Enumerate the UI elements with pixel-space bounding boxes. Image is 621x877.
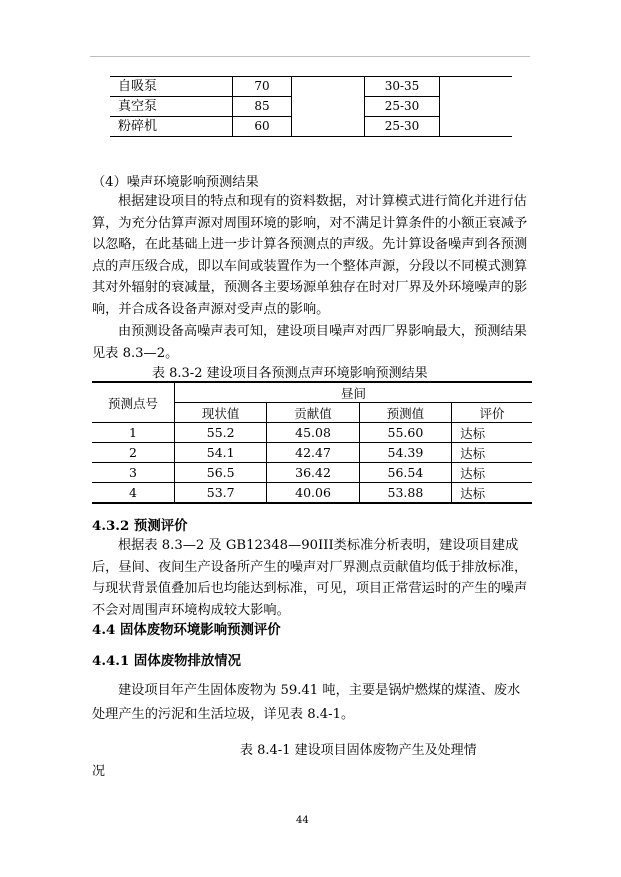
table-row — [92, 443, 532, 463]
cell: 3 — [92, 463, 175, 483]
paragraph — [92, 535, 532, 621]
cell: 40.06 — [267, 483, 359, 504]
table-row — [92, 463, 532, 483]
cell: 54.1 — [175, 443, 267, 463]
cell: 56.5 — [175, 463, 267, 483]
cell: 45.08 — [267, 423, 359, 443]
section-heading: （4）噪声环境影响预测结果 — [92, 175, 259, 190]
cell: 55.2 — [175, 423, 267, 443]
cell: 42.47 — [267, 443, 359, 463]
col-header: 现状值 — [175, 403, 267, 423]
section-title: 4.3.2 预测评价 — [92, 518, 188, 534]
col-header: 预测值 — [359, 403, 451, 423]
table-row — [110, 77, 512, 97]
attenuation-value: 25-30 — [365, 97, 440, 117]
cell: 4 — [92, 483, 175, 504]
table-caption: 表 8.4-1 建设项目固体废物产生及处理情 — [240, 743, 477, 758]
col-header-group: 昼间 — [175, 382, 533, 403]
cell: 36.42 — [267, 463, 359, 483]
cell: 2 — [92, 443, 175, 463]
noise-value: 70 — [233, 77, 292, 97]
paragraph-text: 由预测设备高噪声表可知，建设项目噪声对西厂界影响最大，预测结果见表 8.3—2。 — [92, 324, 527, 361]
paragraph — [92, 321, 532, 364]
attenuation-value: 25-30 — [365, 117, 440, 137]
header-rule — [90, 56, 530, 57]
cell: 达标 — [452, 443, 532, 463]
cell: 54.39 — [359, 443, 451, 463]
section-title: 4.4.1 固体废物排放情况 — [92, 653, 242, 669]
table-row — [92, 423, 532, 443]
table-row — [110, 117, 512, 137]
paragraph — [92, 191, 532, 320]
table-caption: 表 8.3-2 建设项目各预测点声环境影响预测结果 — [152, 366, 428, 381]
cell: 53.88 — [359, 483, 451, 504]
equipment-noise-table — [110, 76, 512, 137]
cell: 56.54 — [359, 463, 451, 483]
equipment-name: 粉碎机 — [110, 117, 233, 137]
cell: 1 — [92, 423, 175, 443]
table-header-row — [92, 382, 532, 403]
page-number: 44 — [296, 815, 309, 826]
paragraph — [92, 679, 532, 727]
attenuation-value: 30-35 — [365, 77, 440, 97]
paragraph-text: 建设项目年产生固体废物为 59.41 吨，主要是锅炉燃煤的煤渣、废水处理产生的污泥和生活垃圾，详见表 8.4-1。 — [92, 683, 521, 722]
cell: 达标 — [452, 463, 532, 483]
cell: 55.60 — [359, 423, 451, 443]
cell: 达标 — [452, 423, 532, 443]
table-caption-continued: 况 — [92, 764, 106, 779]
cell: 53.7 — [175, 483, 267, 504]
col-header-point: 预测点号 — [92, 382, 175, 423]
paragraph-text: 根据建设项目的特点和现有的资料数据，对计算模式进行简化并进行估算，为充分估算声源对周围环境的影响，对不满足计算条件的小额正衰减予以忽略，在此基础上进一步计算各预测点的声级。先计算设备噪声到各预测点的声压级合成，即以车间或装置作为一个整体声源，分段以不同模式测算其对外辐射的衰减量，预测各主要场源单独存在时对厂界及外环境噪声的影响，并合成各设备声源对受声点的影响。 — [92, 194, 528, 317]
equipment-name: 真空泵 — [110, 97, 233, 117]
section-title: 4.4 固体废物环境影响预测评价 — [92, 622, 281, 638]
table-row — [110, 97, 512, 117]
cell: 达标 — [452, 483, 532, 504]
noise-value: 60 — [233, 117, 292, 137]
equipment-name: 自吸泵 — [110, 77, 233, 97]
col-header: 贡献值 — [267, 403, 359, 423]
paragraph-text: 根据表 8.3—2 及 GB12348—90III类标准分析表明，建设项目建成后，昼间、夜间生产设备所产生的噪声对厂界测点贡献值均低于排放标准，与现状背景值叠加后也均能达到标准，可见，项目正常营运时的产生的噪声不会对周围声环境构成较大影响。 — [92, 538, 528, 618]
prediction-table — [92, 381, 532, 504]
col-header: 评价 — [452, 403, 532, 423]
table-row — [92, 483, 532, 504]
noise-value: 85 — [233, 97, 292, 117]
